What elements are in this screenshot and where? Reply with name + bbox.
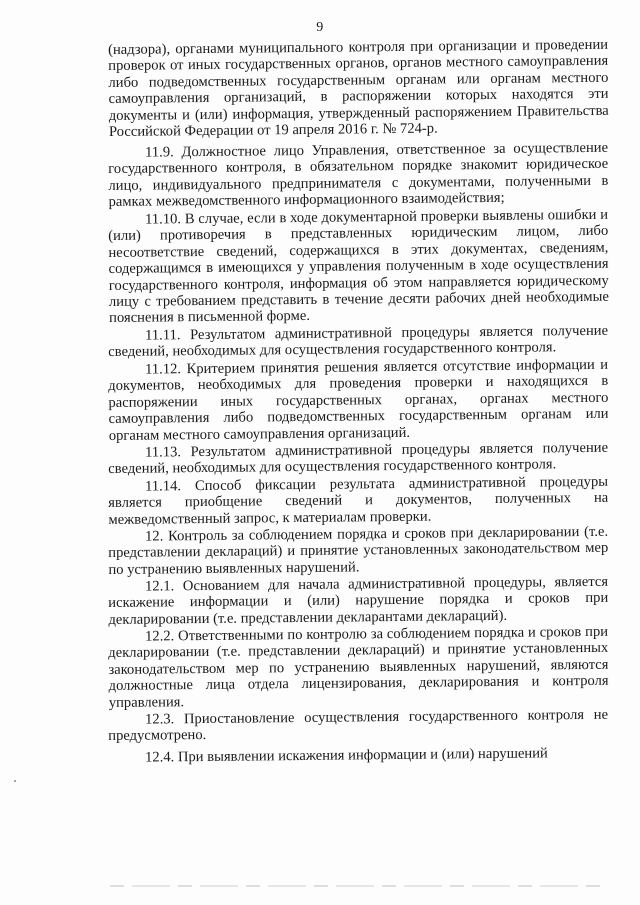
paragraph-11-13: 11.13. Результатом административной процедуры является получение сведений, необходимых для осуществления государственного контроля. <box>108 439 609 478</box>
paragraph-12-1: 12.1. Основанием для начала административной процедуры, является искажение информации и (или) нарушение порядка и сроков при декларировании (т.е. представлении декларантами деклараций). <box>108 573 609 628</box>
paragraph-11-12: 11.12. Критерием принятия решения является отсутствие информации и документов, необходимых для проведения проверки и находящихся в распоряжении иных государственных органах, органах местного самоуправления либо подведомственных государственным органам или органам местного самоуправления организаций. <box>108 356 609 444</box>
paragraph-12-4: 12.4. При выявлении искажения информации и (или) нарушений <box>144 745 548 766</box>
scan-dot <box>14 780 16 782</box>
paragraph-11-14: 11.14. Способ фиксации результата административной процедуры является приобщение сведений и документов, полученных на межведомственный запрос, к материалам проверки. <box>108 473 609 528</box>
document-body <box>108 36 609 766</box>
paragraph-12: 12. Контроль за соблюдением порядка и сроков при декларировании (т.е. представлении деклараций) и принятие установленных законодательством мер по устранению выявленных нарушений. <box>108 523 609 578</box>
paragraph-continuation: (надзора), органами муниципального контроля при организации и проведении проверок от иных государственных органов, органов местного самоуправления либо подведомственных государственным органам или органам местного самоуправления организаций, в распоряжении которых находятся эти документы и (или) информация, утвержденный распоряжением Правительства Российской Федерации от 19 апреля 2016 г. № 724-р. <box>108 36 609 141</box>
scan-footer-artifact <box>110 885 600 887</box>
paragraph-12-3: 12.3. Приостановление осуществления государственного контроля не предусмотрено. <box>108 707 609 745</box>
paragraph-11-10: 11.10. В случае, если в ходе документарной проверки выявлены ошибки и (или) противоречия в представленных юридическим лицом, либо несоответствие сведений, содержащихся в этих документах, сведениям, содержащимся в имеющихся у управления полученным в ходе осуществления государственного контроля, информация об этом направляется юридическому лицу с требованием представить в течение десяти рабочих дней необходимые пояснения в письменной форме. <box>108 206 609 327</box>
paragraph-11-11: 11.11. Результатом административной процедуры является получение сведений, необходимых для осуществления государственного контроля. <box>108 322 609 361</box>
paragraph-11-9: 11.9. Должностное лицо Управления, ответственное за осуществление государственного контроля, в обязательном порядке знакомит юридическое лицо, индивидуального предпринимателя с документами, полученными в рамках межведомственного информационного взаимодействия; <box>108 140 609 211</box>
paragraph-12-2: 12.2. Ответственными по контролю за соблюдением порядка и сроков при декларировании (т.е. представлении деклараций) и принятие установленных законодательством мер по устранению выявленных нарушений, являются должностные лица отдела лицензирования, декларирования и контроля управления. <box>108 623 609 711</box>
page-number: 9 <box>316 20 324 35</box>
